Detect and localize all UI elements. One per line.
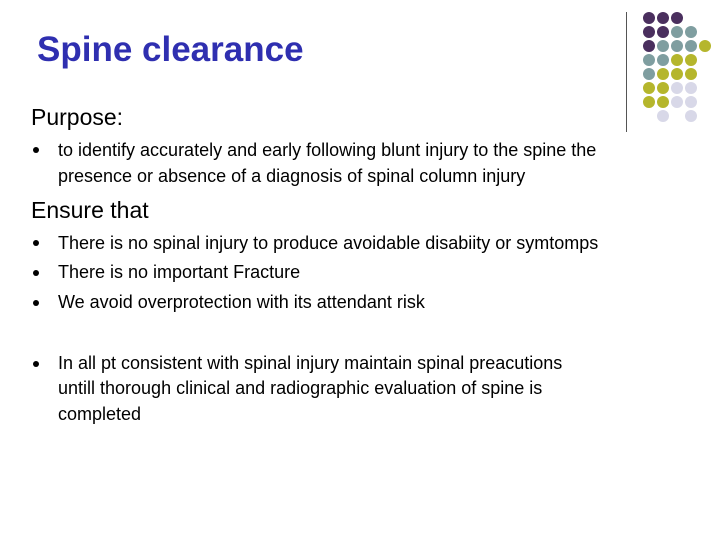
bullet — [33, 240, 39, 246]
dot — [685, 96, 697, 108]
decorative-dot-grid — [640, 10, 720, 120]
bullet — [33, 300, 39, 306]
final-text-line-2: untill thorough clinical and radiographic evaluation of spine is — [58, 378, 543, 398]
dot — [643, 12, 655, 24]
slide-title: Spine clearance — [37, 30, 304, 69]
dot — [657, 26, 669, 38]
dot — [671, 12, 683, 24]
dot — [657, 54, 669, 66]
decorative-divider — [626, 12, 627, 132]
purpose-text-line-2: presence or absence of a diagnosis of spinal column injury — [58, 166, 526, 186]
dot — [657, 12, 669, 24]
dot — [671, 68, 683, 80]
dot — [643, 40, 655, 52]
dot — [685, 40, 697, 52]
bullet — [33, 147, 39, 153]
dot — [671, 54, 683, 66]
dot — [671, 26, 683, 38]
ensure-item: There is no important Fracture — [58, 262, 301, 282]
purpose-text-line-1: to identify accurately and early following blunt injury to the spine the — [58, 140, 597, 160]
purpose-heading: Purpose: — [31, 104, 124, 130]
dot — [643, 54, 655, 66]
final-text-line-3: completed — [58, 404, 142, 424]
dot — [671, 96, 683, 108]
bullet — [33, 270, 39, 276]
ensure-item: We avoid overprotection with its attendant risk — [58, 292, 425, 312]
dot — [657, 68, 669, 80]
dot — [657, 96, 669, 108]
dot — [643, 26, 655, 38]
dot — [671, 82, 683, 94]
dot — [657, 40, 669, 52]
dot — [699, 40, 711, 52]
dot — [643, 96, 655, 108]
dot — [685, 82, 697, 94]
ensure-heading: Ensure that — [31, 197, 149, 223]
dot — [685, 54, 697, 66]
dot — [657, 110, 669, 122]
final-text-line-1: In all pt consistent with spinal injury maintain spinal preacutions — [58, 353, 563, 373]
dot — [643, 82, 655, 94]
dot — [685, 68, 697, 80]
ensure-item: There is no spinal injury to produce avoidable disabiity or symtomps — [58, 233, 599, 253]
bullet — [33, 361, 39, 367]
dot — [657, 82, 669, 94]
dot — [643, 68, 655, 80]
dot — [671, 40, 683, 52]
dot — [685, 110, 697, 122]
dot — [685, 26, 697, 38]
